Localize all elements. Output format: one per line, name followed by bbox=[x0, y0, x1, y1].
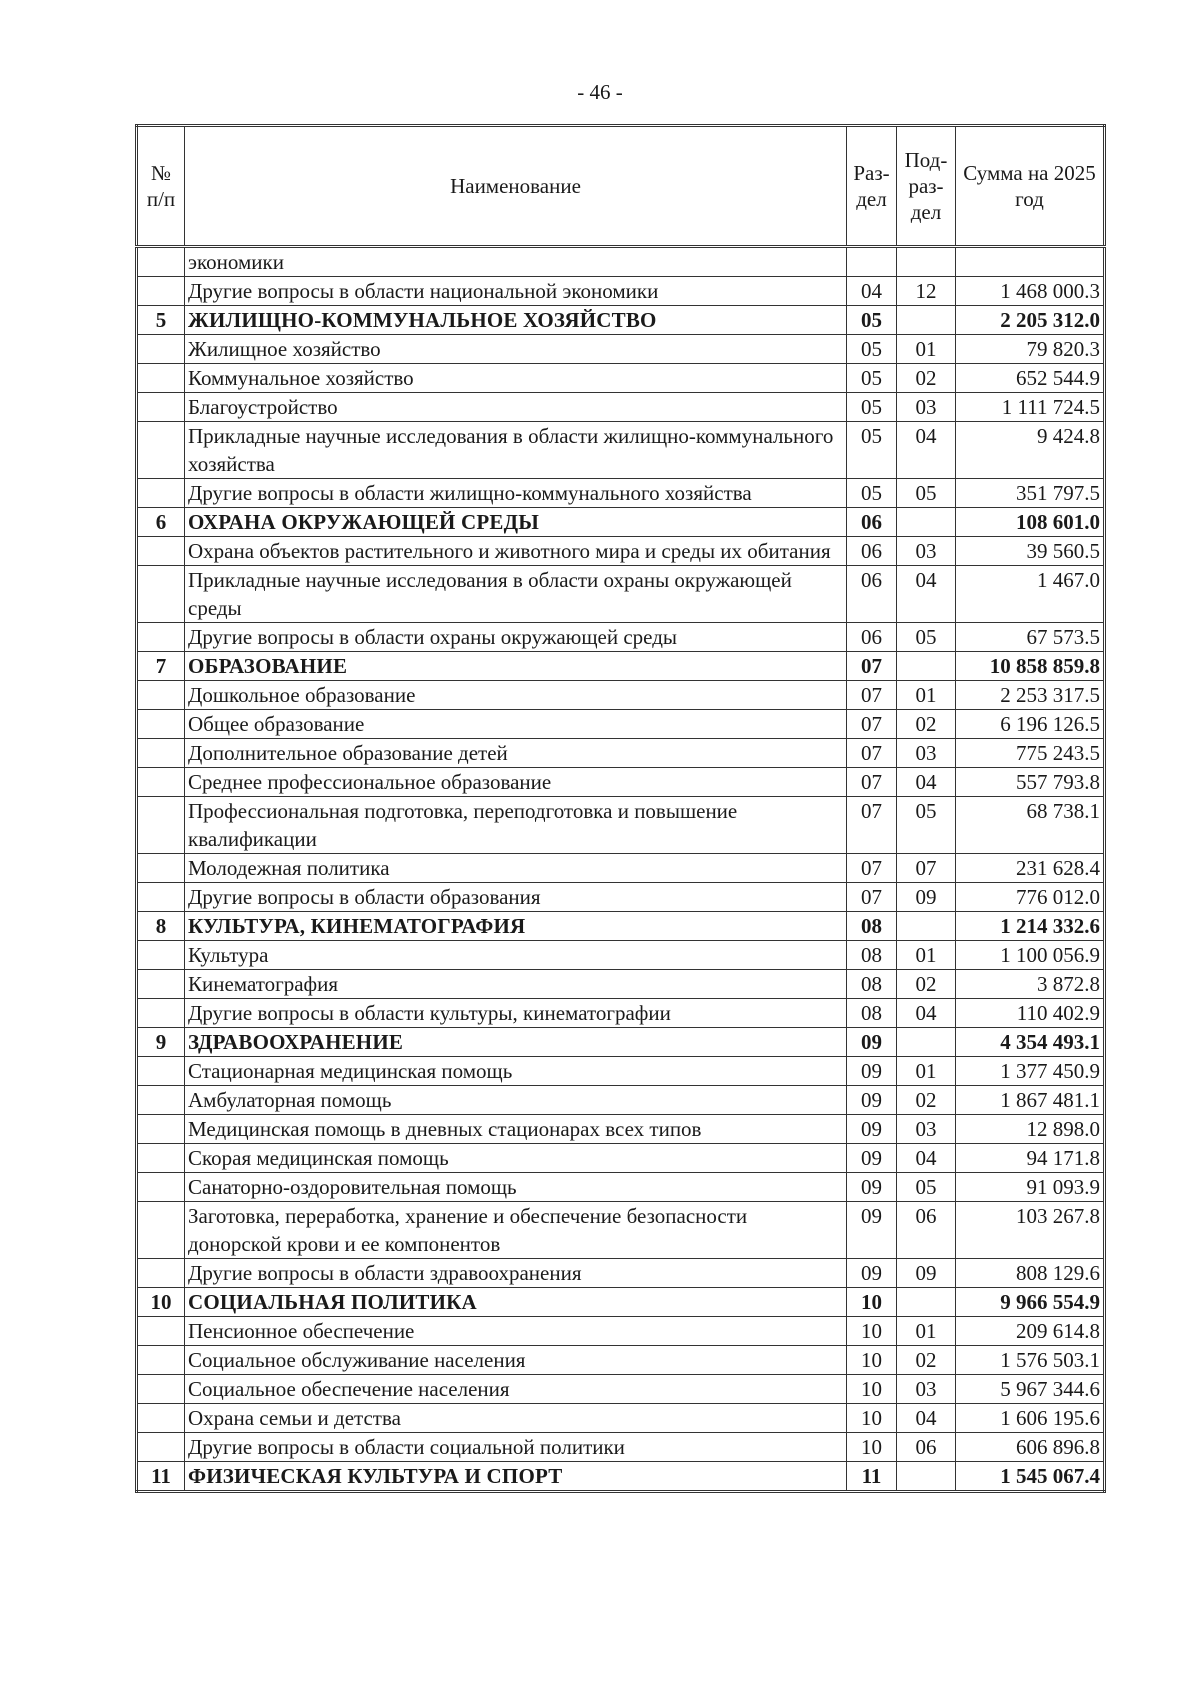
table-row bbox=[137, 710, 1105, 739]
row-section: 07 bbox=[847, 681, 897, 710]
row-section: 07 bbox=[847, 739, 897, 768]
row-number bbox=[137, 335, 185, 364]
row-number bbox=[137, 393, 185, 422]
table-row bbox=[137, 941, 1105, 970]
section-total-row bbox=[137, 1028, 1105, 1057]
table-row bbox=[137, 883, 1105, 912]
row-number bbox=[137, 1433, 185, 1462]
row-number bbox=[137, 999, 185, 1028]
header-section: Раз-дел bbox=[847, 126, 897, 247]
row-sum: 2 205 312.0 bbox=[956, 306, 1105, 335]
row-number bbox=[137, 710, 185, 739]
row-number bbox=[137, 768, 185, 797]
row-name: Социальное обслуживание населения bbox=[185, 1346, 847, 1375]
row-sum: 4 354 493.1 bbox=[956, 1028, 1105, 1057]
table-row bbox=[137, 479, 1105, 508]
row-subsection: 03 bbox=[897, 393, 956, 422]
row-sum: 776 012.0 bbox=[956, 883, 1105, 912]
row-name: СОЦИАЛЬНАЯ ПОЛИТИКА bbox=[185, 1288, 847, 1317]
table-row bbox=[137, 768, 1105, 797]
row-name: Благоустройство bbox=[185, 393, 847, 422]
table-row bbox=[137, 393, 1105, 422]
row-number bbox=[137, 277, 185, 306]
row-subsection: 06 bbox=[897, 1202, 956, 1259]
row-number: 9 bbox=[137, 1028, 185, 1057]
row-subsection: 03 bbox=[897, 1115, 956, 1144]
row-subsection: 04 bbox=[897, 999, 956, 1028]
row-sum: 2 253 317.5 bbox=[956, 681, 1105, 710]
row-subsection: 02 bbox=[897, 364, 956, 393]
row-name: Коммунальное хозяйство bbox=[185, 364, 847, 393]
section-total-row bbox=[137, 1288, 1105, 1317]
row-name: Прикладные научные исследования в области жилищно-коммунального хозяйства bbox=[185, 422, 847, 479]
table-row bbox=[137, 1115, 1105, 1144]
row-section: 09 bbox=[847, 1057, 897, 1086]
page-number: - 46 - bbox=[577, 80, 623, 104]
row-sum: 9 966 554.9 bbox=[956, 1288, 1105, 1317]
row-sum: 68 738.1 bbox=[956, 797, 1105, 854]
row-section: 05 bbox=[847, 306, 897, 335]
row-subsection: 02 bbox=[897, 1086, 956, 1115]
row-section: 06 bbox=[847, 623, 897, 652]
row-subsection: 04 bbox=[897, 768, 956, 797]
row-section: 07 bbox=[847, 797, 897, 854]
row-section: 08 bbox=[847, 970, 897, 999]
row-sum: 1 214 332.6 bbox=[956, 912, 1105, 941]
row-number bbox=[137, 797, 185, 854]
row-subsection: 04 bbox=[897, 566, 956, 623]
row-sum: 6 196 126.5 bbox=[956, 710, 1105, 739]
row-section: 07 bbox=[847, 768, 897, 797]
row-number bbox=[137, 883, 185, 912]
row-subsection bbox=[897, 652, 956, 681]
row-number: 8 bbox=[137, 912, 185, 941]
row-subsection: 04 bbox=[897, 422, 956, 479]
row-subsection: 01 bbox=[897, 941, 956, 970]
row-section: 07 bbox=[847, 854, 897, 883]
row-number bbox=[137, 479, 185, 508]
table-row bbox=[137, 537, 1105, 566]
row-sum bbox=[956, 247, 1105, 277]
row-section: 05 bbox=[847, 393, 897, 422]
row-name: Санаторно-оздоровительная помощь bbox=[185, 1173, 847, 1202]
row-sum: 808 129.6 bbox=[956, 1259, 1105, 1288]
row-section: 09 bbox=[847, 1202, 897, 1259]
row-subsection: 05 bbox=[897, 797, 956, 854]
row-name: Другие вопросы в области социальной политики bbox=[185, 1433, 847, 1462]
row-name: Кинематография bbox=[185, 970, 847, 999]
table-row bbox=[137, 1433, 1105, 1462]
row-name: Среднее профессиональное образование bbox=[185, 768, 847, 797]
row-number: 6 bbox=[137, 508, 185, 537]
row-sum: 103 267.8 bbox=[956, 1202, 1105, 1259]
row-sum: 1 467.0 bbox=[956, 566, 1105, 623]
row-number bbox=[137, 941, 185, 970]
row-sum: 110 402.9 bbox=[956, 999, 1105, 1028]
row-sum: 79 820.3 bbox=[956, 335, 1105, 364]
row-sum: 1 606 195.6 bbox=[956, 1404, 1105, 1433]
table-row bbox=[137, 364, 1105, 393]
row-sum: 231 628.4 bbox=[956, 854, 1105, 883]
table-row bbox=[137, 1259, 1105, 1288]
row-number bbox=[137, 1115, 185, 1144]
row-name: Другие вопросы в области охраны окружающей среды bbox=[185, 623, 847, 652]
row-name: ОБРАЗОВАНИЕ bbox=[185, 652, 847, 681]
table-row bbox=[137, 797, 1105, 854]
row-section: 10 bbox=[847, 1375, 897, 1404]
row-sum: 1 867 481.1 bbox=[956, 1086, 1105, 1115]
row-number bbox=[137, 1202, 185, 1259]
table-row bbox=[137, 739, 1105, 768]
row-sum: 1 377 450.9 bbox=[956, 1057, 1105, 1086]
row-section: 09 bbox=[847, 1115, 897, 1144]
row-sum: 94 171.8 bbox=[956, 1144, 1105, 1173]
row-subsection: 07 bbox=[897, 854, 956, 883]
row-section: 09 bbox=[847, 1144, 897, 1173]
row-subsection: 02 bbox=[897, 1346, 956, 1375]
row-subsection: 03 bbox=[897, 1375, 956, 1404]
row-subsection: 01 bbox=[897, 1317, 956, 1346]
row-subsection bbox=[897, 247, 956, 277]
table-row bbox=[137, 1346, 1105, 1375]
table-body bbox=[137, 247, 1105, 1492]
table-row bbox=[137, 335, 1105, 364]
row-name: Охрана семьи и детства bbox=[185, 1404, 847, 1433]
row-subsection bbox=[897, 1028, 956, 1057]
row-name: Жилищное хозяйство bbox=[185, 335, 847, 364]
row-name: Охрана объектов растительного и животного мира и среды их обитания bbox=[185, 537, 847, 566]
row-section: 09 bbox=[847, 1028, 897, 1057]
row-section: 08 bbox=[847, 912, 897, 941]
row-subsection bbox=[897, 1462, 956, 1492]
section-total-row bbox=[137, 1462, 1105, 1492]
row-section: 05 bbox=[847, 479, 897, 508]
row-sum: 12 898.0 bbox=[956, 1115, 1105, 1144]
table-row bbox=[137, 623, 1105, 652]
table-row bbox=[137, 566, 1105, 623]
row-name: Прикладные научные исследования в области охраны окружающей среды bbox=[185, 566, 847, 623]
row-subsection: 09 bbox=[897, 1259, 956, 1288]
row-number bbox=[137, 854, 185, 883]
row-section: 08 bbox=[847, 999, 897, 1028]
table-row bbox=[137, 999, 1105, 1028]
row-sum: 775 243.5 bbox=[956, 739, 1105, 768]
row-subsection: 01 bbox=[897, 681, 956, 710]
row-name: ЗДРАВООХРАНЕНИЕ bbox=[185, 1028, 847, 1057]
row-subsection: 04 bbox=[897, 1144, 956, 1173]
row-number bbox=[137, 1057, 185, 1086]
row-section: 09 bbox=[847, 1086, 897, 1115]
table-row bbox=[137, 1375, 1105, 1404]
row-subsection: 05 bbox=[897, 623, 956, 652]
row-section: 06 bbox=[847, 508, 897, 537]
row-sum: 209 614.8 bbox=[956, 1317, 1105, 1346]
row-section bbox=[847, 247, 897, 277]
row-number: 5 bbox=[137, 306, 185, 335]
row-subsection: 12 bbox=[897, 277, 956, 306]
row-section: 10 bbox=[847, 1404, 897, 1433]
row-number bbox=[137, 422, 185, 479]
row-sum: 5 967 344.6 bbox=[956, 1375, 1105, 1404]
row-number bbox=[137, 1404, 185, 1433]
section-total-row bbox=[137, 912, 1105, 941]
row-number: 11 bbox=[137, 1462, 185, 1492]
row-subsection: 04 bbox=[897, 1404, 956, 1433]
row-subsection bbox=[897, 508, 956, 537]
row-name: Молодежная политика bbox=[185, 854, 847, 883]
row-subsection: 01 bbox=[897, 335, 956, 364]
row-name: Другие вопросы в области национальной экономики bbox=[185, 277, 847, 306]
table-row bbox=[137, 1173, 1105, 1202]
row-number bbox=[137, 537, 185, 566]
row-number bbox=[137, 1173, 185, 1202]
row-sum: 1 576 503.1 bbox=[956, 1346, 1105, 1375]
row-section: 09 bbox=[847, 1173, 897, 1202]
row-number bbox=[137, 1259, 185, 1288]
row-number bbox=[137, 1086, 185, 1115]
row-section: 07 bbox=[847, 710, 897, 739]
row-section: 10 bbox=[847, 1317, 897, 1346]
row-subsection: 01 bbox=[897, 1057, 956, 1086]
row-section: 10 bbox=[847, 1346, 897, 1375]
row-number bbox=[137, 364, 185, 393]
row-subsection: 05 bbox=[897, 479, 956, 508]
row-name: Другие вопросы в области здравоохранения bbox=[185, 1259, 847, 1288]
row-number bbox=[137, 739, 185, 768]
row-name: Медицинская помощь в дневных стационарах всех типов bbox=[185, 1115, 847, 1144]
row-name: Другие вопросы в области образования bbox=[185, 883, 847, 912]
row-name: Дополнительное образование детей bbox=[185, 739, 847, 768]
row-subsection: 05 bbox=[897, 1173, 956, 1202]
row-sum: 39 560.5 bbox=[956, 537, 1105, 566]
row-sum: 67 573.5 bbox=[956, 623, 1105, 652]
row-subsection: 03 bbox=[897, 537, 956, 566]
row-name: Общее образование bbox=[185, 710, 847, 739]
row-name: Заготовка, переработка, хранение и обеспечение безопасности донорской крови и ее компонентов bbox=[185, 1202, 847, 1259]
table-row bbox=[137, 277, 1105, 306]
row-sum: 91 093.9 bbox=[956, 1173, 1105, 1202]
row-sum: 9 424.8 bbox=[956, 422, 1105, 479]
row-name: Социальное обеспечение населения bbox=[185, 1375, 847, 1404]
row-number bbox=[137, 623, 185, 652]
table-row bbox=[137, 1057, 1105, 1086]
row-sum: 10 858 859.8 bbox=[956, 652, 1105, 681]
row-name: Амбулаторная помощь bbox=[185, 1086, 847, 1115]
row-name: Скорая медицинская помощь bbox=[185, 1144, 847, 1173]
row-subsection: 06 bbox=[897, 1433, 956, 1462]
row-name: ОХРАНА ОКРУЖАЮЩЕЙ СРЕДЫ bbox=[185, 508, 847, 537]
row-number bbox=[137, 247, 185, 277]
row-number bbox=[137, 970, 185, 999]
row-subsection bbox=[897, 912, 956, 941]
row-sum: 108 601.0 bbox=[956, 508, 1105, 537]
row-sum: 1 468 000.3 bbox=[956, 277, 1105, 306]
row-number bbox=[137, 566, 185, 623]
section-total-row bbox=[137, 306, 1105, 335]
row-subsection: 09 bbox=[897, 883, 956, 912]
row-section: 10 bbox=[847, 1288, 897, 1317]
row-sum: 1 545 067.4 bbox=[956, 1462, 1105, 1492]
budget-table bbox=[135, 124, 1106, 1493]
row-section: 05 bbox=[847, 422, 897, 479]
table-row bbox=[137, 1202, 1105, 1259]
row-subsection: 02 bbox=[897, 970, 956, 999]
row-sum: 1 100 056.9 bbox=[956, 941, 1105, 970]
table-header-row bbox=[137, 126, 1105, 247]
row-name: КУЛЬТУРА, КИНЕМАТОГРАФИЯ bbox=[185, 912, 847, 941]
row-section: 04 bbox=[847, 277, 897, 306]
row-section: 05 bbox=[847, 364, 897, 393]
row-number bbox=[137, 1144, 185, 1173]
table-row bbox=[137, 854, 1105, 883]
row-sum: 606 896.8 bbox=[956, 1433, 1105, 1462]
row-name: Дошкольное образование bbox=[185, 681, 847, 710]
row-number: 7 bbox=[137, 652, 185, 681]
row-subsection: 03 bbox=[897, 739, 956, 768]
row-section: 06 bbox=[847, 566, 897, 623]
row-name: Другие вопросы в области культуры, кинематографии bbox=[185, 999, 847, 1028]
row-section: 05 bbox=[847, 335, 897, 364]
table-row bbox=[137, 970, 1105, 999]
row-section: 06 bbox=[847, 537, 897, 566]
row-sum: 351 797.5 bbox=[956, 479, 1105, 508]
table-row bbox=[137, 1404, 1105, 1433]
header-sum: Сумма на 2025 год bbox=[956, 126, 1105, 247]
row-name: Другие вопросы в области жилищно-коммунального хозяйства bbox=[185, 479, 847, 508]
header-name: Наименование bbox=[185, 126, 847, 247]
row-section: 09 bbox=[847, 1259, 897, 1288]
row-name: Стационарная медицинская помощь bbox=[185, 1057, 847, 1086]
row-name: Пенсионное обеспечение bbox=[185, 1317, 847, 1346]
row-number bbox=[137, 681, 185, 710]
table-row bbox=[137, 1317, 1105, 1346]
row-number bbox=[137, 1375, 185, 1404]
row-subsection bbox=[897, 1288, 956, 1317]
row-number bbox=[137, 1317, 185, 1346]
row-number: 10 bbox=[137, 1288, 185, 1317]
table-row bbox=[137, 247, 1105, 277]
row-subsection: 02 bbox=[897, 710, 956, 739]
table-row bbox=[137, 1144, 1105, 1173]
row-sum: 557 793.8 bbox=[956, 768, 1105, 797]
row-name: Культура bbox=[185, 941, 847, 970]
row-sum: 652 544.9 bbox=[956, 364, 1105, 393]
row-name: Профессиональная подготовка, переподготовка и повышение квалификации bbox=[185, 797, 847, 854]
section-total-row bbox=[137, 652, 1105, 681]
header-num: № п/п bbox=[137, 126, 185, 247]
table-row bbox=[137, 422, 1105, 479]
row-section: 07 bbox=[847, 652, 897, 681]
row-sum: 3 872.8 bbox=[956, 970, 1105, 999]
row-name: экономики bbox=[185, 247, 847, 277]
table-row bbox=[137, 1086, 1105, 1115]
header-subsection: Под-раз-дел bbox=[897, 126, 956, 247]
row-sum: 1 111 724.5 bbox=[956, 393, 1105, 422]
row-section: 11 bbox=[847, 1462, 897, 1492]
row-section: 07 bbox=[847, 883, 897, 912]
row-number bbox=[137, 1346, 185, 1375]
row-name: ЖИЛИЩНО-КОММУНАЛЬНОЕ ХОЗЯЙСТВО bbox=[185, 306, 847, 335]
row-name: ФИЗИЧЕСКАЯ КУЛЬТУРА И СПОРТ bbox=[185, 1462, 847, 1492]
section-total-row bbox=[137, 508, 1105, 537]
row-section: 08 bbox=[847, 941, 897, 970]
table-row bbox=[137, 681, 1105, 710]
row-section: 10 bbox=[847, 1433, 897, 1462]
row-subsection bbox=[897, 306, 956, 335]
